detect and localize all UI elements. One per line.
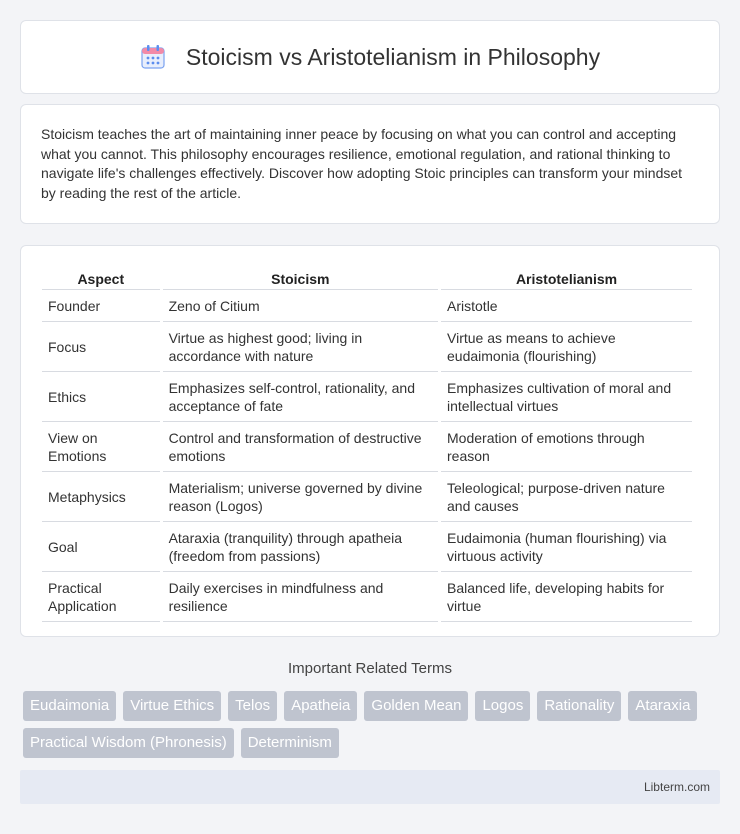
- aristotelianism-cell: Eudaimonia (human flourishing) via virtuous activity: [441, 522, 692, 572]
- related-terms-section: [0, 657, 740, 681]
- aspect-cell: Metaphysics: [42, 472, 160, 522]
- tag-golden-mean[interactable]: Golden Mean: [364, 691, 468, 721]
- aristotelianism-cell: Virtue as means to achieve eudaimonia (flourishing): [441, 322, 692, 372]
- stoicism-cell: Daily exercises in mindfulness and resilience: [163, 572, 438, 622]
- table-row: [42, 472, 692, 522]
- column-header-stoicism: Stoicism: [163, 266, 438, 290]
- aristotelianism-cell: Aristotle: [441, 290, 692, 322]
- stoicism-cell: Materialism; universe governed by divine reason (Logos): [163, 472, 438, 522]
- table-row: [42, 322, 692, 372]
- tag-rationality[interactable]: Rationality: [537, 691, 621, 721]
- stoicism-cell: Control and transformation of destructive emotions: [163, 422, 438, 472]
- calendar-icon: [140, 44, 166, 70]
- stoicism-cell: Virtue as highest good; living in accordance with nature: [163, 322, 438, 372]
- comparison-table-card: [20, 245, 720, 637]
- table-row: [42, 522, 692, 572]
- stoicism-cell: Ataraxia (tranquility) through apatheia (freedom from passions): [163, 522, 438, 572]
- tag-telos[interactable]: Telos: [228, 691, 277, 721]
- column-header-aristotelianism: Aristotelianism: [441, 266, 692, 290]
- aristotelianism-cell: Teleological; purpose-driven nature and causes: [441, 472, 692, 522]
- intro-text: Stoicism teaches the art of maintaining inner peace by focusing on what you can control and accepting what you cannot. This philosophy encourages resilience, emotional regulation, and rational thinking to navigate life's challenges effectively. Discover how adopting Stoic principles can transform your mindset by reading the rest of the article.: [41, 126, 683, 201]
- tag-practical-wisdom[interactable]: Practical Wisdom (Phronesis): [23, 728, 234, 758]
- aspect-cell: Goal: [42, 522, 160, 572]
- intro-card: [20, 104, 720, 224]
- tag-apatheia[interactable]: Apatheia: [284, 691, 357, 721]
- footer-site-link[interactable]: Libterm.com: [643, 780, 710, 794]
- tag-logos[interactable]: Logos: [475, 691, 530, 721]
- aristotelianism-cell: Balanced life, developing habits for virtue: [441, 572, 692, 622]
- aspect-cell: Founder: [42, 290, 160, 322]
- table-row: [42, 290, 692, 322]
- tag-virtue-ethics[interactable]: Virtue Ethics: [123, 691, 221, 721]
- page-title: Stoicism vs Aristotelianism in Philosophy: [185, 43, 601, 70]
- aspect-cell: View on Emotions: [42, 422, 160, 472]
- stoicism-cell: Emphasizes self-control, rationality, and acceptance of fate: [163, 372, 438, 422]
- column-header-aspect: Aspect: [42, 266, 160, 290]
- table-row: [42, 572, 692, 622]
- related-terms-tags: [23, 691, 723, 765]
- table-row: [42, 372, 692, 422]
- aspect-cell: Ethics: [42, 372, 160, 422]
- aspect-cell: Practical Application: [42, 572, 160, 622]
- tag-ataraxia[interactable]: Ataraxia: [628, 691, 697, 721]
- aristotelianism-cell: Emphasizes cultivation of moral and intellectual virtues: [441, 372, 692, 422]
- tag-determinism[interactable]: Determinism: [241, 728, 339, 758]
- table-row: [42, 422, 692, 472]
- aspect-cell: Focus: [42, 322, 160, 372]
- stoicism-cell: Zeno of Citium: [163, 290, 438, 322]
- table-header-row: [42, 266, 692, 290]
- comparison-table: [39, 266, 695, 622]
- aristotelianism-cell: Moderation of emotions through reason: [441, 422, 692, 472]
- tag-eudaimonia[interactable]: Eudaimonia: [23, 691, 116, 721]
- header-card: [20, 20, 720, 94]
- footer: [20, 770, 720, 804]
- related-terms-title: Important Related Terms: [288, 660, 452, 677]
